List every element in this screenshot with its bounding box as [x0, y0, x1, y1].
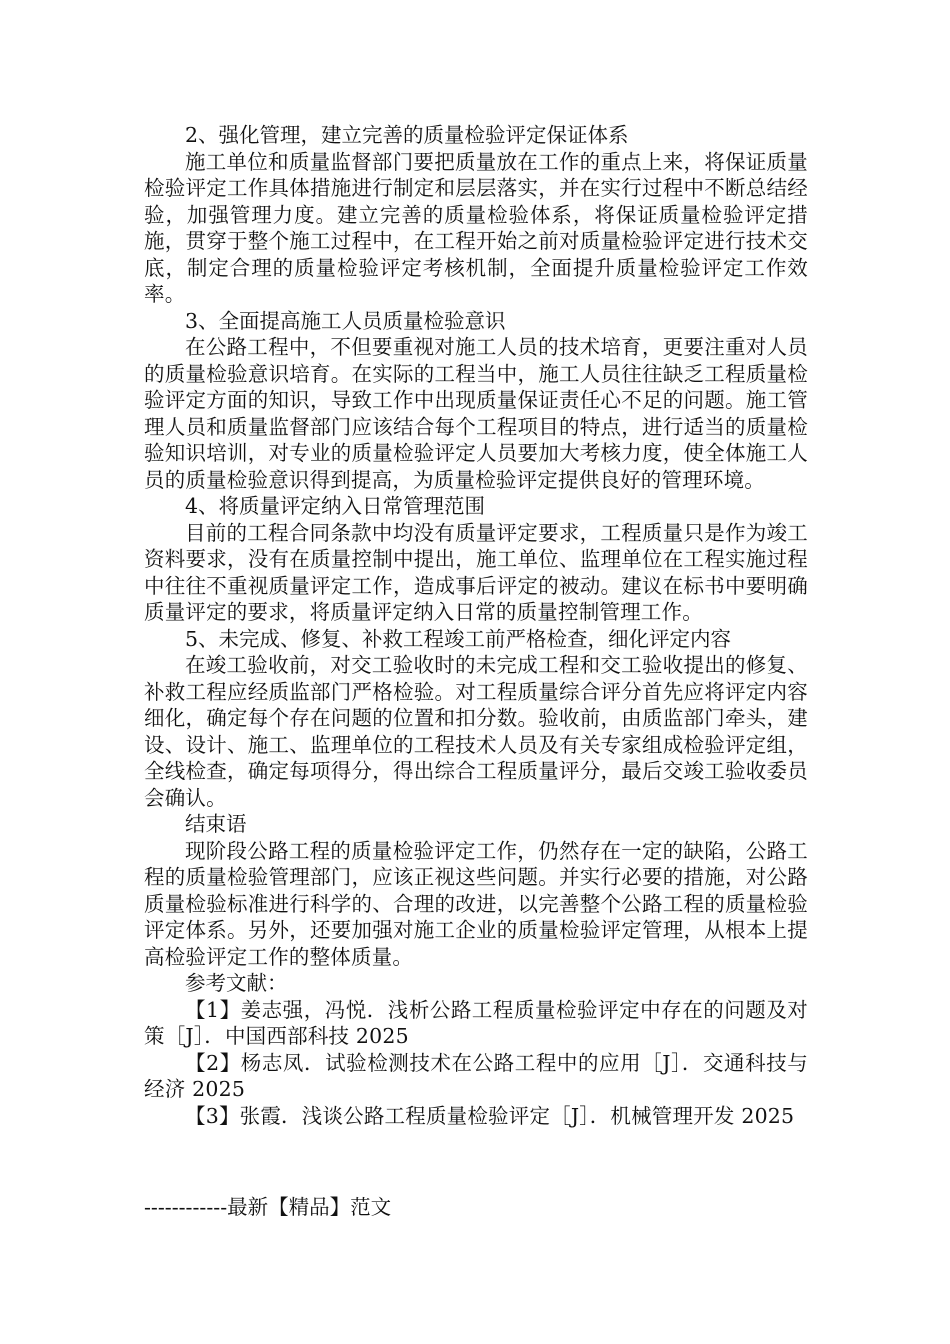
section-heading-4: 4、将质量评定纳入日常管理范围 — [185, 494, 486, 518]
section-heading-3: 3、全面提高施工人员质量检验意识 — [185, 308, 506, 333]
section-heading-2: 2、强化管理，建立完善的质量检验评定保证体系 — [185, 123, 629, 147]
references-heading: 参考文献： — [185, 971, 288, 995]
section-heading-5: 5、未完成、修复、补救工程竣工前严格检查，细化评定内容 — [185, 626, 732, 651]
reference-item-3: 【3】张霞．浅谈公路工程质量检验评定［J］．机械管理开发 2025 — [185, 1103, 795, 1128]
reference-item-2: 【2】杨志凤．试验检测技术在公路工程中的应用［J］．交通科技与经济 2025 — [144, 1050, 808, 1101]
reference-item-1: 【1】姜志强，冯悦．浅析公路工程质量检验评定中存在的问题及对策［J］．中国西部科技 2025 — [144, 997, 808, 1048]
page-footer: ------------最新【精品】范文 — [144, 1195, 392, 1219]
section-2-paragraph: 施工单位和质量监督部门要把质量放在工作的重点上来，将保证质量检验评定工作具体措施进行制定和层层落实，并在实行过程中不断总结经验，加强管理力度。建立完善的质量检验体系，将保证质量检验评定措施，贯穿于整个施工过程中，在工程开始之前对质量检验评定进行技术交底，制定合理的质量检验评定考核机制，全面提升质量检验评定工作效率。 — [144, 149, 808, 306]
document-body — [144, 122, 808, 1129]
section-5-paragraph: 在竣工验收前，对交工验收时的未完成工程和交工验收提出的修复、补救工程应经质监部门严格检验。对工程质量综合评分首先应将评定内容细化，确定每个存在问题的位置和扣分数。验收前，由质监部门牵头，建设、设计、施工、监理单位的工程技术人员及有关专家组成检验评定组，全线检查，确定每项得分，得出综合工程质量评分，最后交竣工验收委员会确认。 — [144, 653, 808, 810]
section-3-paragraph: 在公路工程中，不但要重视对施工人员的技术培育，更要注重对人员的质量检验意识培育。在实际的工程当中，施工人员往往缺乏工程质量检验评定方面的知识，导致工作中出现质量保证责任心不足的问题。施工管理人员和质量监督部门应该结合每个工程项目的特点，进行适当的质量检验知识培训，对专业的质量检验评定人员要加大考核力度，使全体施工人员的质量检验意识得到提高，为质量检验评定提供良好的管理环境。 — [144, 335, 808, 492]
conclusion-heading: 结束语 — [185, 812, 247, 836]
section-4-paragraph: 目前的工程合同条款中均没有质量评定要求，工程质量只是作为竣工资料要求，没有在质量控制中提出，施工单位、监理单位在工程实施过程中往往不重视质量评定工作，造成事后评定的被动。建议在标书中要明确质量评定的要求，将质量评定纳入日常的质量控制管理工作。 — [144, 520, 808, 624]
conclusion-paragraph: 现阶段公路工程的质量检验评定工作，仍然存在一定的缺陷，公路工程的质量检验管理部门，应该正视这些问题。并实行必要的措施，对公路质量检验标准进行科学的、合理的改进，以完善整个公路工程的质量检验评定体系。另外，还要加强对施工企业的质量检验评定管理，从根本上提高检验评定工作的整体质量。 — [144, 838, 808, 969]
